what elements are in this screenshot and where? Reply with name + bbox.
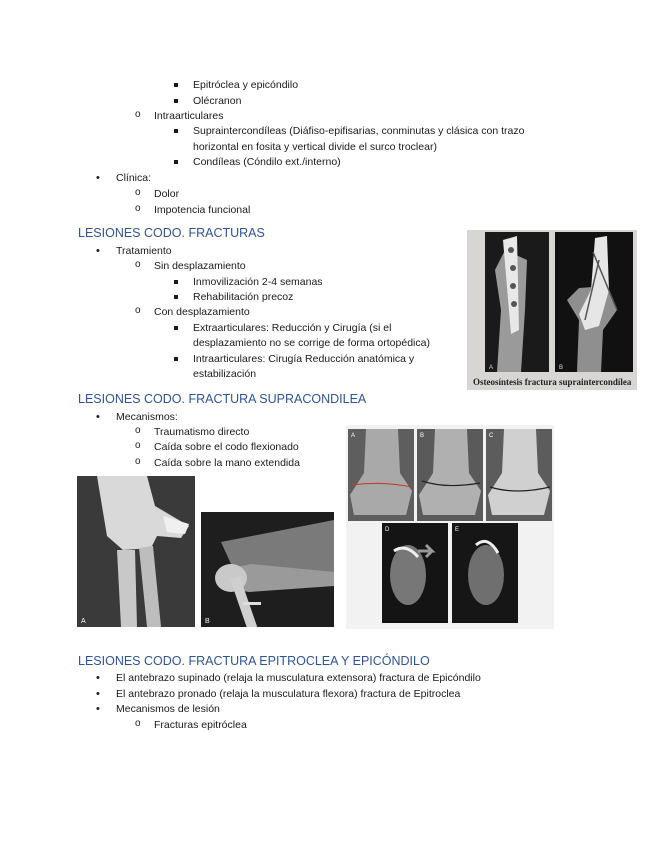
- list-item: • El antebrazo supinado (relaja la musculatura extensora) fractura de Epicóndilo: [116, 671, 481, 685]
- osteosynthesis-xray-image: [467, 230, 637, 390]
- list-item: o Intraarticulares: [154, 109, 223, 123]
- list-item: Supraintercondíleas (Diáfiso-epifisarias, conminutas y clásica con trazo: [193, 125, 525, 137]
- list-item: Rehabilitación precoz: [193, 291, 294, 303]
- panel-label: B: [559, 365, 564, 371]
- list-item: o Caída sobre la mano extendida: [154, 456, 300, 470]
- section-heading-fracturas: LESIONES CODO. FRACTURAS: [78, 226, 265, 240]
- list-item: • El antebrazo pronado (relaja la musculatura flexora) fractura de Epitroclea: [116, 687, 460, 701]
- list-item: • Tratamiento: [116, 244, 172, 258]
- list-item: o Fracturas epitróclea: [154, 718, 247, 732]
- panel-label: B: [205, 618, 210, 625]
- panel-label: A: [489, 365, 494, 371]
- list-item-continuation: desplazamiento no se corrige de forma ortopédica): [193, 337, 430, 349]
- list-item: Inmovilización 2-4 semanas: [193, 276, 323, 288]
- list-item: • Mecanismos de lesión: [116, 702, 220, 716]
- panel-label: A: [81, 618, 86, 625]
- list-item: o Impotencia funcional: [154, 203, 250, 217]
- image-caption: Osteosíntesis fractura supraintercondílea: [473, 377, 632, 387]
- list-item: Intraarticulares: Cirugía Reducción anatómica y: [193, 353, 415, 365]
- list-item: • Mecanismos:: [116, 410, 178, 424]
- panel-label: A: [351, 433, 356, 439]
- list-item: o Dolor: [154, 187, 179, 201]
- list-item: o Sin desplazamiento: [154, 259, 246, 273]
- list-item-continuation: horizontal en fosita y vertical divide el surco troclear): [193, 141, 437, 153]
- list-item: o Caída sobre el codo flexionado: [154, 440, 299, 454]
- mri-composite-image: [346, 425, 554, 629]
- list-item: • Clínica:: [116, 171, 151, 185]
- list-item: o Con desplazamiento: [154, 305, 250, 319]
- list-item: Condíleas (Cóndilo ext./interno): [193, 156, 341, 168]
- list-item: Olécranon: [193, 95, 242, 107]
- section-heading-supracondilea: LESIONES CODO. FRACTURA SUPRACONDILEA: [78, 392, 367, 406]
- panel-label: B: [420, 433, 425, 439]
- panel-label: D: [385, 527, 390, 533]
- list-item: Epitróclea y epicóndilo: [193, 79, 299, 91]
- list-item: Extraarticulares: Reducción y Cirugía (si el: [193, 322, 392, 334]
- list-item-continuation: estabilización: [193, 368, 257, 380]
- elbow-xray-image-b: [201, 512, 334, 627]
- panel-label: E: [455, 527, 460, 533]
- panel-label: C: [489, 433, 494, 439]
- elbow-xray-image-a: [77, 476, 195, 627]
- list-item: o Traumatismo directo: [154, 425, 249, 439]
- section-heading-epitroclea: LESIONES CODO. FRACTURA EPITROCLEA Y EPICÓNDILO: [78, 654, 430, 668]
